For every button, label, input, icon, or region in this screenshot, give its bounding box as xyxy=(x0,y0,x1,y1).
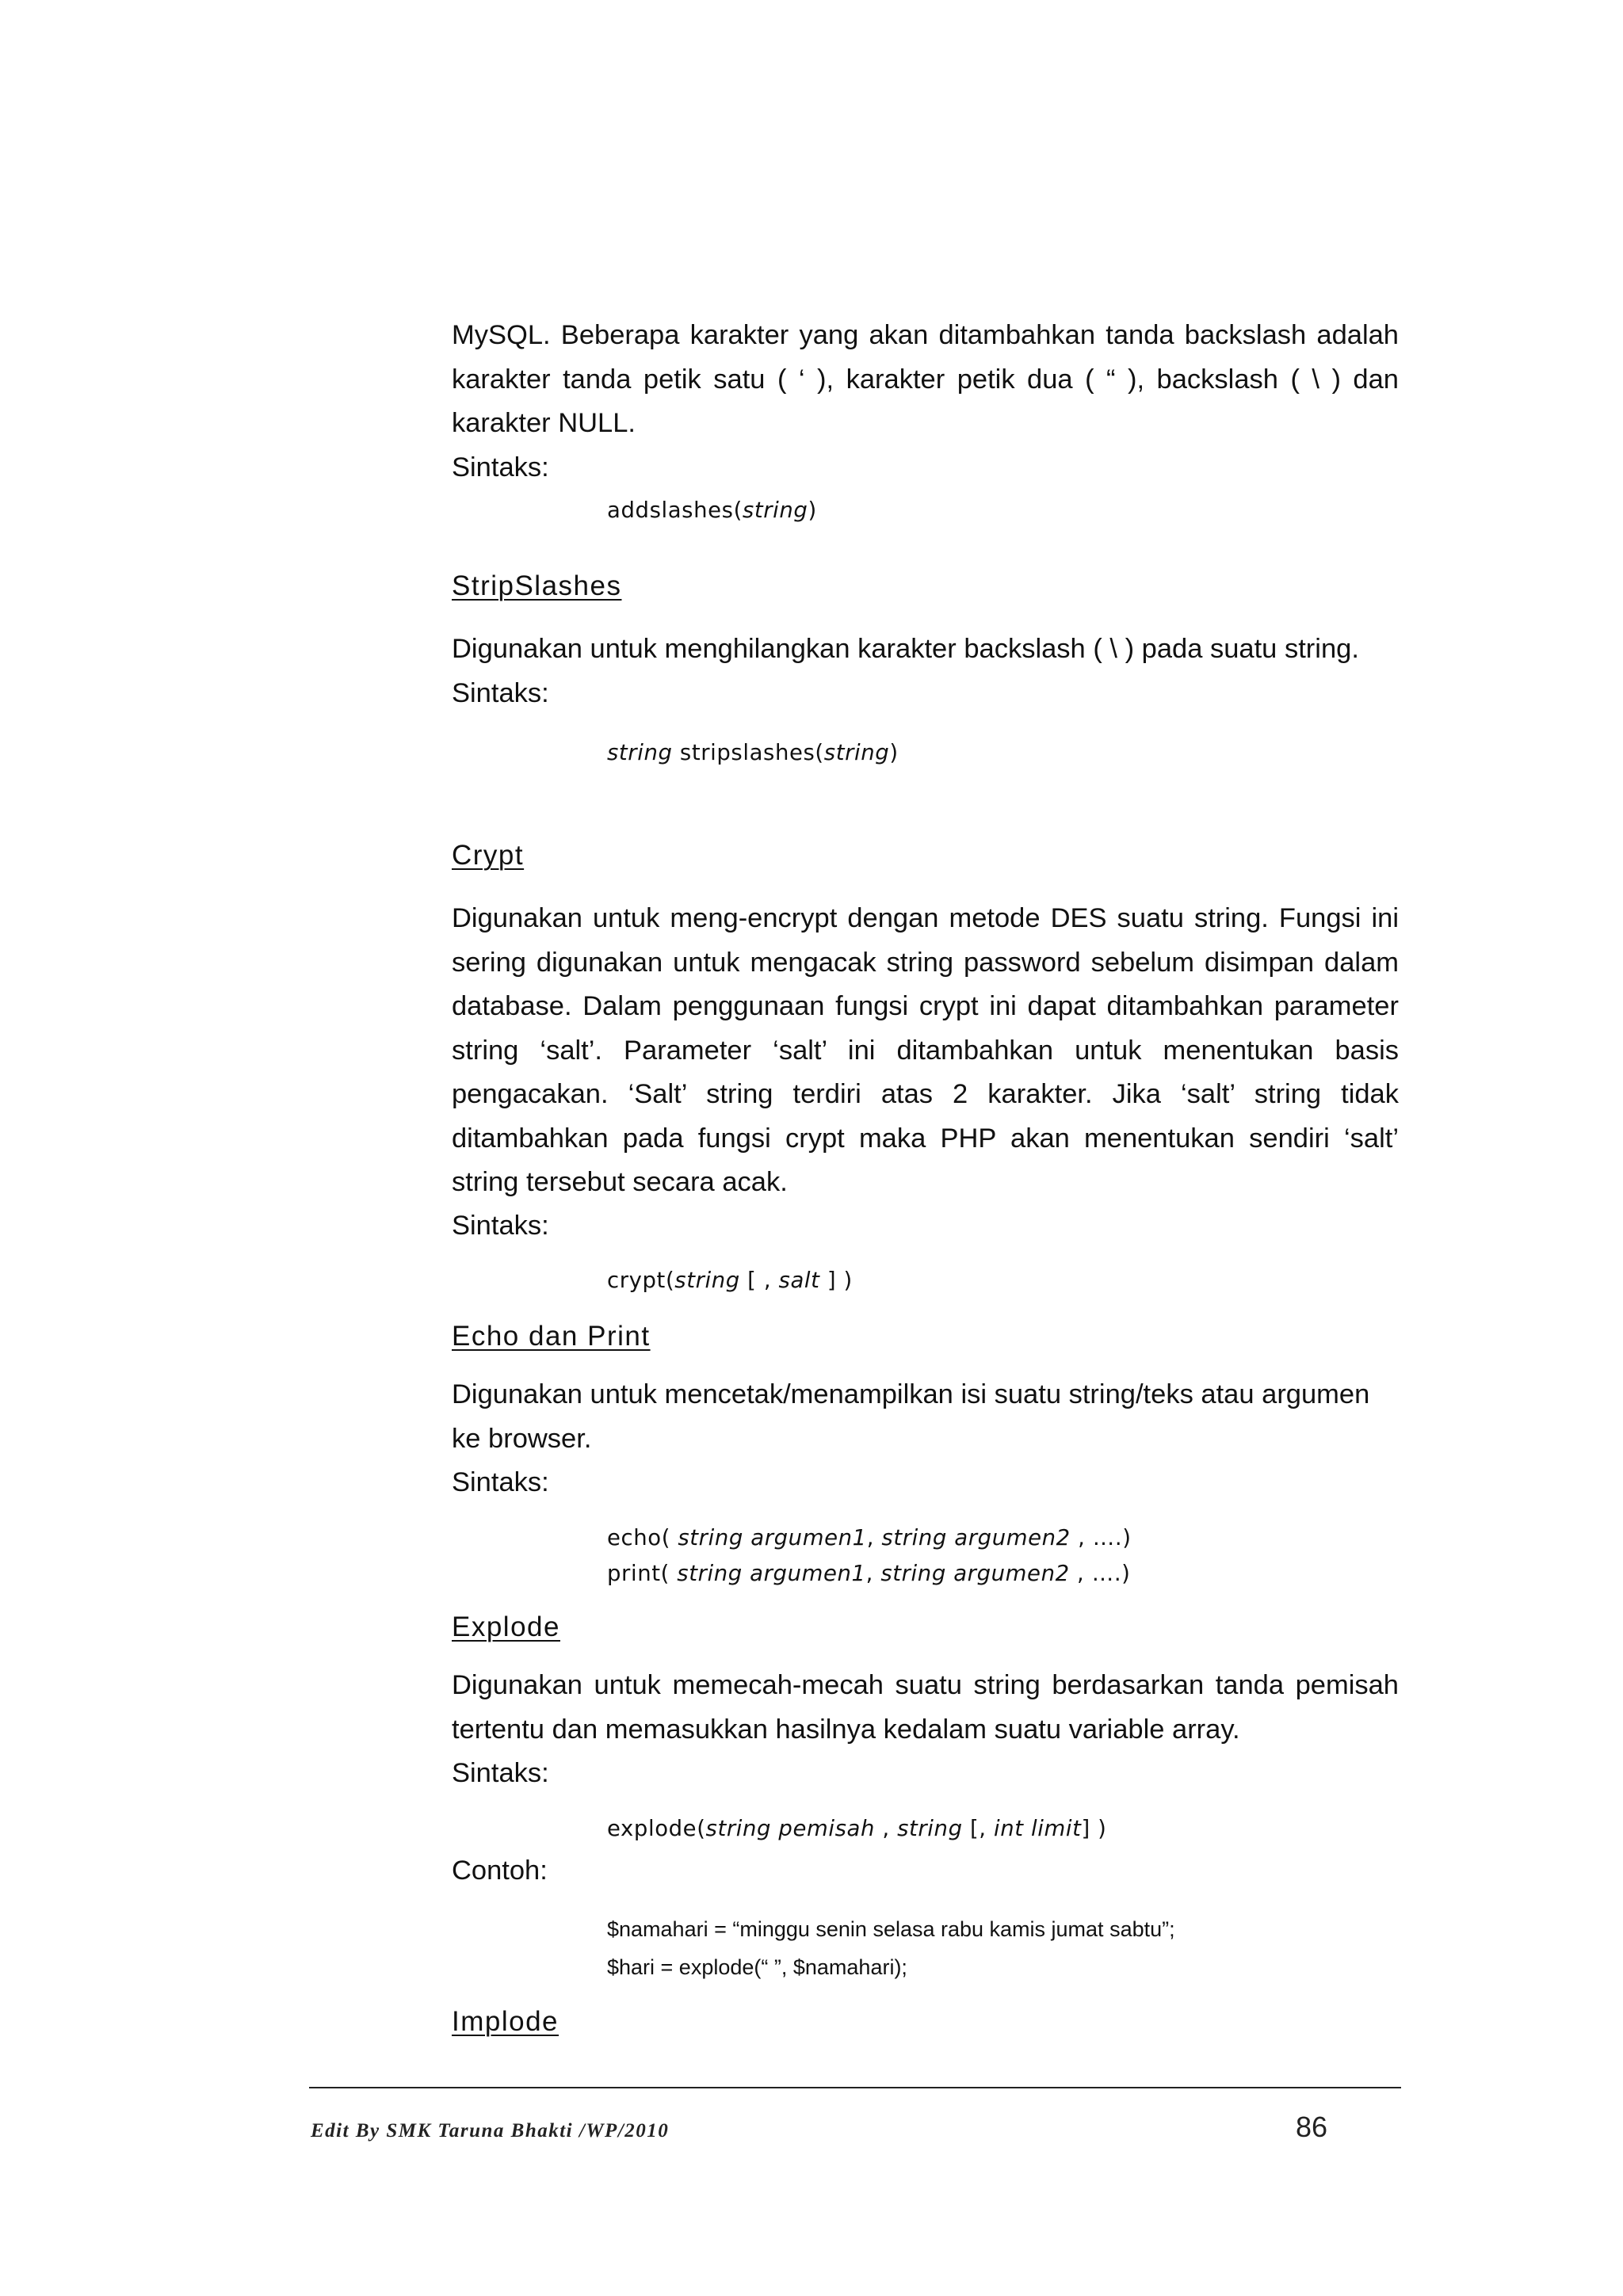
crypt-paragraph: Digunakan untuk meng-encrypt dengan metode DES suatu string. Fungsi ini sering digunakan untuk mengacak string password sebelum disimpan dalam database. Dalam penggunaan fungsi crypt ini dapat ditambahkan parameter string ‘salt’. Parameter ‘salt’ ini ditambahkan untuk menentukan basis pengacakan. ‘Salt’ string terdiri atas 2 karakter. Jika ‘salt’ string tidak ditambahkan pada fungsi crypt maka PHP akan menentukan sendiri ‘salt’ string tersebut secara acak. xyxy=(452,903,1399,1197)
explode-paragraph: Digunakan untuk memecah-mecah suatu string berdasarkan tanda pemisah tertentu dan memasukkan hasilnya kedalam suatu variable array. xyxy=(452,1670,1399,1745)
stripslashes-syntax: string stripslashes(string) xyxy=(607,740,899,765)
explode-heading: Explode xyxy=(452,1611,560,1642)
intro-paragraph: MySQL. Beberapa karakter yang akan ditambahkan tanda backslash adalah karakter tanda petik satu ( ‘ ), karakter petik dua ( “ ), backslash ( \ ) dan karakter NULL. xyxy=(452,320,1399,438)
stripslashes-sintaks-label: Sintaks: xyxy=(452,678,549,708)
echo-print-paragraph: Digunakan untuk mencetak/menampilkan isi suatu string/teks atau argumen ke browser. xyxy=(452,1379,1370,1454)
page-number: 86 xyxy=(1296,2111,1328,2143)
implode-heading: Implode xyxy=(452,2006,559,2037)
explode-example-line-1: $namahari = “minggu senin selasa rabu kamis jumat sabtu”; xyxy=(607,1917,1175,1941)
print-syntax: print( string argumen1, string argumen2 , ….) xyxy=(607,1561,1131,1586)
explode-contoh-label: Contoh: xyxy=(452,1855,548,1886)
addslashes-syntax: addslashes(string) xyxy=(607,498,817,523)
footer-credit: Edit By SMK Taruna Bhakti /WP/2010 xyxy=(311,2120,670,2142)
crypt-syntax: crypt(string [ , salt ] ) xyxy=(607,1268,853,1293)
explode-example-line-2: $hari = explode(“ ”, $namahari); xyxy=(607,1955,907,1979)
echo-print-sintaks-label: Sintaks: xyxy=(452,1467,549,1497)
stripslashes-heading: StripSlashes xyxy=(452,570,622,601)
echo-print-heading: Echo dan Print xyxy=(452,1321,651,1352)
echo-syntax: echo( string argumen1, string argumen2 , ….) xyxy=(607,1525,1132,1550)
crypt-sintaks-label: Sintaks: xyxy=(452,1211,549,1241)
crypt-heading: Crypt xyxy=(452,840,525,871)
explode-sintaks-label: Sintaks: xyxy=(452,1758,549,1788)
footer-divider xyxy=(309,2087,1401,2088)
stripslashes-paragraph: Digunakan untuk menghilangkan karakter backslash ( \ ) pada suatu string. xyxy=(452,634,1359,664)
explode-syntax: explode(string pemisah , string [, int limit] ) xyxy=(607,1816,1107,1841)
intro-sintaks-label: Sintaks: xyxy=(452,452,549,482)
